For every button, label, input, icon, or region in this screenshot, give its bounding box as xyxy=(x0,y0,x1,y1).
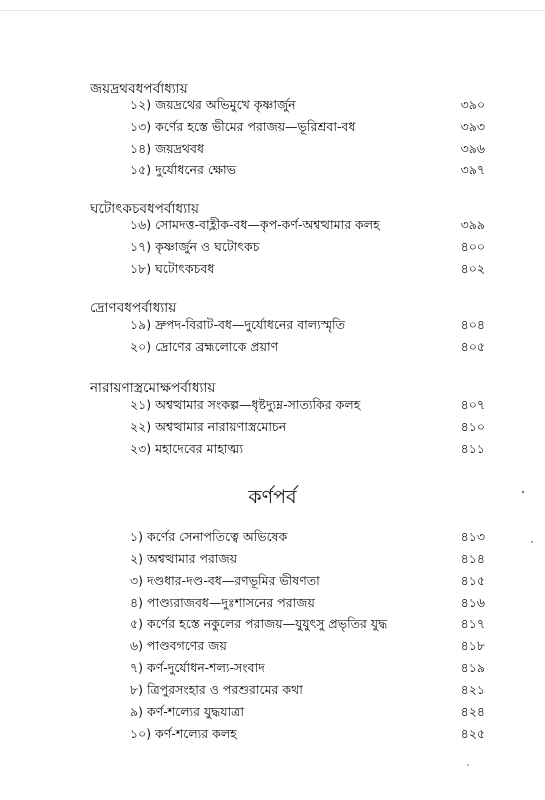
toc-entry-title: ৫) কর্ণের হস্তে নকুলের পরাজয়—যুযুৎসু প্রভৃতির যুদ্ধ xyxy=(130,616,388,631)
speck-mark xyxy=(467,764,469,766)
toc-entry-page: ৪১০ xyxy=(460,419,485,434)
toc-entry[interactable] xyxy=(130,636,485,656)
toc-entry-title: ২২) অশ্বত্থামার নারায়ণাস্ত্রমোচন xyxy=(130,419,287,434)
toc-entry[interactable] xyxy=(130,139,485,159)
toc-entry[interactable] xyxy=(130,417,485,437)
toc-entry[interactable] xyxy=(130,549,485,569)
toc-entry[interactable] xyxy=(130,215,485,235)
toc-entry-page: ৪০৪ xyxy=(460,317,485,332)
toc-entry[interactable] xyxy=(130,439,485,459)
toc-entry[interactable] xyxy=(130,160,485,180)
toc-entry-title: ২১) অশ্বত্থামার সংকল্প—ধৃষ্টদ্যুম্ন-সাত্যকির কলহ xyxy=(130,397,361,412)
toc-entry[interactable] xyxy=(130,337,485,357)
toc-entry-page: ৩৯৩ xyxy=(460,119,485,134)
toc-entry-title: ১৯) দ্রুপদ-বিরাট-বধ—দুর্যোধনের বাল্যস্মৃতি xyxy=(130,317,346,332)
toc-entry-page: ৪১৪ xyxy=(460,551,485,566)
toc-entry-title: ৮) ত্রিপুরসংহার ও পরশুরামের কথা xyxy=(130,682,303,697)
toc-entry-title: ১৫) দুর্যোধনের ক্ষোভ xyxy=(130,162,236,177)
toc-entry-title: ১৬) সোমদত্ত-বাহ্লীক-বধ—কৃপ-কর্ণ-অশ্বত্থামার কলহ xyxy=(130,217,380,232)
toc-entry-title: ৬) পাণ্ডবগণের জয় xyxy=(130,638,227,653)
toc-entry-page: ৪০৫ xyxy=(460,339,485,354)
toc-entry[interactable] xyxy=(130,395,485,415)
toc-entry[interactable] xyxy=(130,680,485,700)
toc-entry-title: ৪) পাণ্ড্যরাজবধ—দুঃশাসনের পরাজয় xyxy=(130,595,315,610)
toc-entry-page: ৩৯৭ xyxy=(460,162,485,177)
section-heading-dronavadha: দ্রোণবধপর্বাধ্যায় xyxy=(90,300,177,316)
toc-entry-page: ৪০২ xyxy=(460,261,485,276)
toc-entry-title: ১৪) জয়দ্রথবধ xyxy=(130,141,204,156)
section-heading-jayadrathavadha: জয়দ্রথবধপর্বাধ্যায় xyxy=(90,81,188,97)
toc-entry[interactable] xyxy=(130,593,485,613)
toc-entry-title: ১০) কর্ণ-শল্যের কলহ xyxy=(130,726,237,741)
toc-entry-title: ১) কর্ণের সেনাপতিত্বে অভিষেক xyxy=(130,529,288,544)
toc-entry-page: ৪০০ xyxy=(460,239,485,254)
toc-entry-title: ৯) কর্ণ-শল্যের যুদ্ধযাত্রা xyxy=(130,704,244,719)
toc-entry-title: ২৩) মহাদেবের মাহাত্ম্য xyxy=(130,441,244,456)
toc-entry[interactable] xyxy=(130,95,485,115)
toc-entry-title: ৩) দণ্ডধার-দণ্ড-বধ—রণভূমির ভীষণতা xyxy=(130,573,320,588)
toc-entry-page: ৩৯৬ xyxy=(460,141,485,156)
toc-entry-title: ১৩) কর্ণের হস্তে ভীমের পরাজয়—ভূরিশ্রবা-বধ xyxy=(130,119,356,134)
toc-entry-page: ৪১৯ xyxy=(460,660,485,675)
toc-entry[interactable] xyxy=(130,702,485,722)
toc-entry-title: ১৮) ঘটোৎকচবধ xyxy=(130,261,215,276)
toc-entry-page: ৪১৬ xyxy=(460,595,485,610)
toc-entry[interactable] xyxy=(130,614,485,634)
toc-entry[interactable] xyxy=(130,259,485,279)
speck-mark xyxy=(531,541,533,543)
toc-entry-page: ৪১১ xyxy=(460,441,485,456)
toc-entry[interactable] xyxy=(130,237,485,257)
part-title-karna-parva: কর্ণপর্ব xyxy=(248,486,297,508)
toc-entry-page: ৪২৫ xyxy=(460,726,485,741)
toc-entry[interactable] xyxy=(130,315,485,335)
toc-entry-page: ৪১৩ xyxy=(460,529,485,544)
toc-entry-page: ৪২১ xyxy=(460,682,485,697)
toc-entry[interactable] xyxy=(130,724,485,744)
toc-entry-page: ৪০৭ xyxy=(460,397,485,412)
toc-entry[interactable] xyxy=(130,658,485,678)
toc-entry-page: ৪২৪ xyxy=(460,704,485,719)
toc-entry-title: ৭) কর্ণ-দুর্যোধন-শল্য-সংবাদ xyxy=(130,660,265,675)
toc-entry-page: ৩৯০ xyxy=(460,97,485,112)
toc-entry-page: ৪১৭ xyxy=(460,616,485,631)
toc-entry[interactable] xyxy=(130,571,485,591)
section-heading-narayanastramoksha: নারায়ণাস্ত্রমোক্ষপর্বাধ্যায় xyxy=(90,380,216,396)
toc-entry-page: ৪১৮ xyxy=(460,638,485,653)
toc-entry-title: ২) অশ্বত্থামার পরাজয় xyxy=(130,551,238,566)
toc-entry-title: ১২) জয়দ্রথের অভিমুখে কৃষ্ণার্জুন xyxy=(130,97,296,112)
toc-entry-page: ৩৯৯ xyxy=(460,217,485,232)
section-heading-ghatotkachavadha: ঘটোৎকচবধপর্বাধ্যায় xyxy=(90,201,200,217)
toc-entry[interactable] xyxy=(130,117,485,137)
toc-entry-page: ৪১৫ xyxy=(460,573,485,588)
toc-entry[interactable] xyxy=(130,527,485,547)
toc-entry-title: ১৭) কৃষ্ণার্জুন ও ঘটোৎকচ xyxy=(130,239,260,254)
toc-entry-title: ২০) দ্রোণের ব্রহ্মলোকে প্রয়াণ xyxy=(130,339,279,354)
page-top-edge xyxy=(0,0,545,11)
